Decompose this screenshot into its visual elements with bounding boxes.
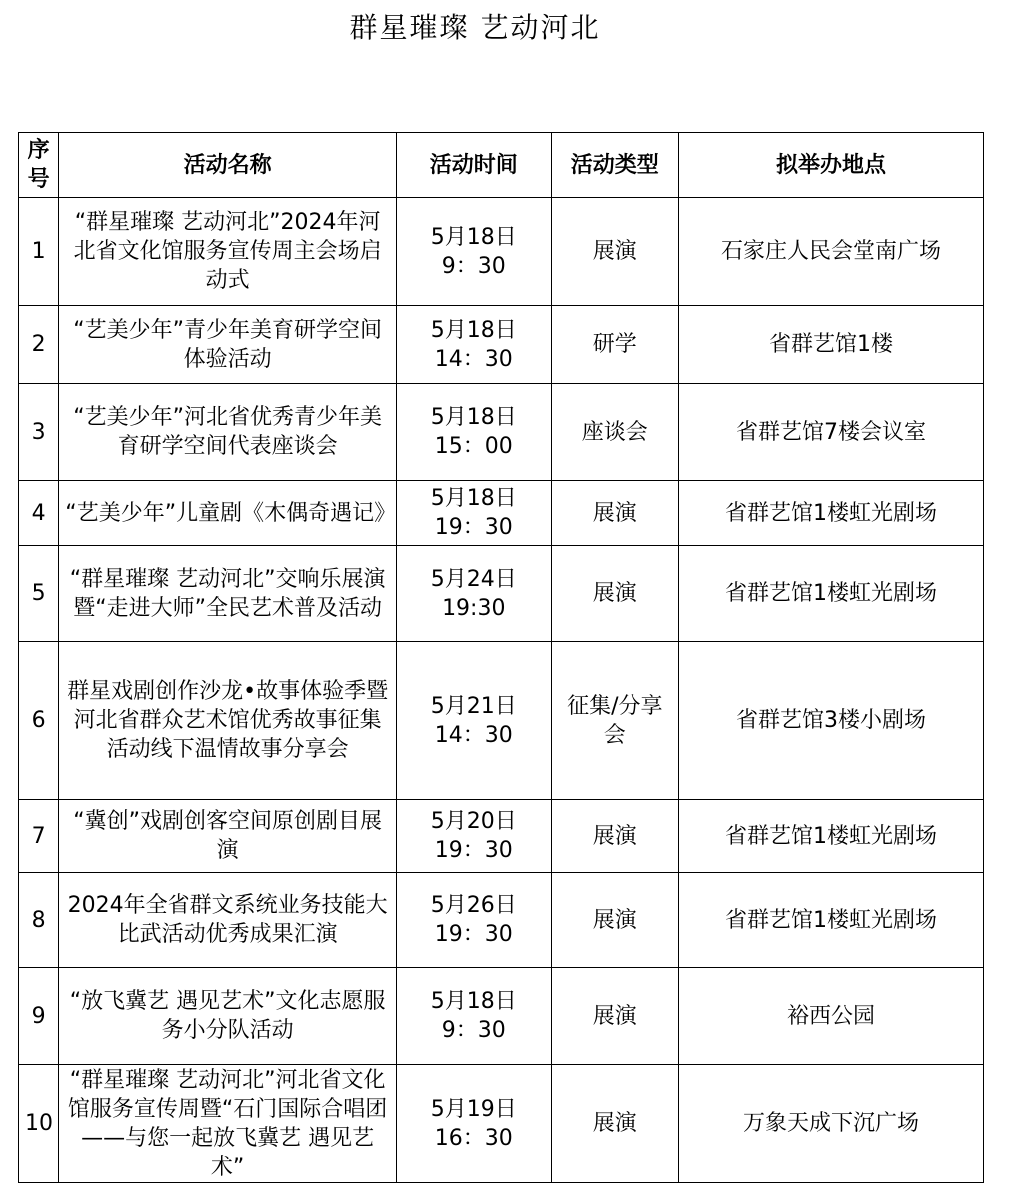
header-name: 活动名称 [59,133,397,198]
row-name: “群星璀璨 艺动河北”河北省文化馆服务宣传周暨“石门国际合唱团——与您一起放飞冀艺 遇见艺术” [59,1065,397,1183]
row-type: 座谈会 [551,384,678,481]
row-venue: 省群艺馆7楼会议室 [679,384,984,481]
row-venue: 万象天成下沉广场 [679,1065,984,1183]
table-row [19,546,984,642]
row-venue: 省群艺馆1楼虹光剧场 [679,800,984,873]
document-title: 群星璀璨 艺动河北 [349,11,601,44]
row-index: 2 [19,306,59,384]
table-row [19,873,984,968]
row-venue: 省群艺馆3楼小剧场 [679,642,984,800]
row-type: 展演 [551,968,678,1065]
row-venue: 省群艺馆1楼 [679,306,984,384]
table-row [19,198,984,306]
row-index: 9 [19,968,59,1065]
row-type: 研学 [551,306,678,384]
row-time: 5月18日 15：00 [396,384,551,481]
row-index: 6 [19,642,59,800]
row-time: 5月18日 9：30 [396,198,551,306]
row-time: 5月26日 19：30 [396,873,551,968]
row-time: 5月19日 16：30 [396,1065,551,1183]
row-type: 展演 [551,873,678,968]
row-name: “群星璀璨 艺动河北”交响乐展演暨“走进大师”全民艺术普及活动 [59,546,397,642]
row-time: 5月18日 9：30 [396,968,551,1065]
row-venue: 裕西公园 [679,968,984,1065]
row-index: 7 [19,800,59,873]
table-row [19,968,984,1065]
row-name: “艺美少年”儿童剧《木偶奇遇记》 [59,481,397,546]
row-type: 展演 [551,1065,678,1183]
row-type: 展演 [551,800,678,873]
row-venue: 省群艺馆1楼虹光剧场 [679,873,984,968]
row-index: 8 [19,873,59,968]
row-name: “艺美少年”青少年美育研学空间体验活动 [59,306,397,384]
row-type: 展演 [551,481,678,546]
row-type: 征集/分享会 [551,642,678,800]
row-time: 5月20日 19：30 [396,800,551,873]
row-time: 5月18日 19：30 [396,481,551,546]
table-row [19,800,984,873]
header-row [19,133,984,198]
events-table [18,132,984,1183]
row-venue: 省群艺馆1楼虹光剧场 [679,481,984,546]
row-type: 展演 [551,546,678,642]
row-name: “群星璀璨 艺动河北”2024年河北省文化馆服务宣传周主会场启动式 [59,198,397,306]
row-time: 5月18日 14：30 [396,306,551,384]
row-index: 10 [19,1065,59,1183]
table-row [19,642,984,800]
row-name: “冀创”戏剧创客空间原创剧目展演 [59,800,397,873]
header-venue: 拟举办地点 [679,133,984,198]
row-name: “放飞冀艺 遇见艺术”文化志愿服务小分队活动 [59,968,397,1065]
row-name: 2024年全省群文系统业务技能大比武活动优秀成果汇演 [59,873,397,968]
row-time: 5月21日 14：30 [396,642,551,800]
row-index: 4 [19,481,59,546]
table-row [19,481,984,546]
table-row [19,1065,984,1183]
row-index: 5 [19,546,59,642]
table-row [19,384,984,481]
row-index: 1 [19,198,59,306]
header-index: 序号 [19,133,59,198]
header-type: 活动类型 [551,133,678,198]
header-time: 活动时间 [396,133,551,198]
row-time: 5月24日 19:30 [396,546,551,642]
row-name: “艺美少年”河北省优秀青少年美育研学空间代表座谈会 [59,384,397,481]
row-venue: 石家庄人民会堂南广场 [679,198,984,306]
row-type: 展演 [551,198,678,306]
row-name: 群星戏剧创作沙龙•故事体验季暨河北省群众艺术馆优秀故事征集活动线下温情故事分享会 [59,642,397,800]
row-index: 3 [19,384,59,481]
row-venue: 省群艺馆1楼虹光剧场 [679,546,984,642]
table-row [19,306,984,384]
